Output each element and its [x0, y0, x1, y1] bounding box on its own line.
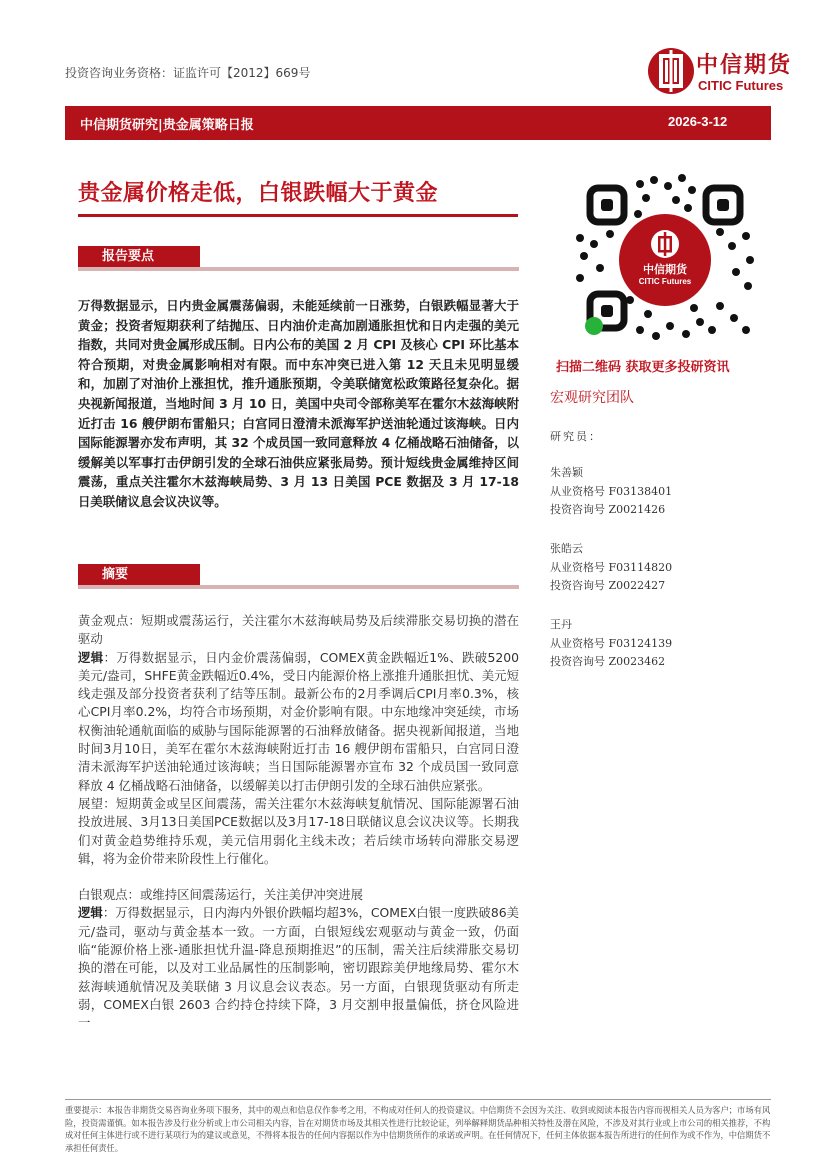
analyst-card — [550, 464, 770, 520]
gold-outlook: 展望：短期黄金或呈区间震荡，需关注霍尔木兹海峡复航情况、国际能源署石油投放进展、3月13日美国PCE数据以及3月17-18日联储议息会议决议等。长期我们对黄金趋势维持乐观，美元信用弱化主线未改；若后续市场转向滞胀交易逻辑，将为金价带来阶段性上行催化。 — [78, 795, 519, 866]
analyst-name: 王丹 — [550, 618, 572, 631]
summary-body — [78, 612, 519, 1033]
report-series: 中信期货研究|贵金属策略日报 — [80, 118, 254, 133]
silver-logic: ：万得数据显示，日内海内外银价跌幅均超3%，COMEX白银一度跌破86美元/盎司，驱动与黄金基本一致。一方面，白银短线宏观驱动与黄金一致，仍面临“能源价格上涨-通胀担忧升温-降息预期推迟”的压制，需关注后续滞胀交易切换的潜在可能，以及对工业品属性的压制影响，密切跟踪美伊地缘局势、霍尔木兹海峡通航情况及美联储 3 月议息会议表态。另一方面，白银现货驱动有所走弱，COMEX白银 2603 合约持仓持续下降，3 月交割申报量偏低，挤仓风险进一 — [78, 905, 520, 1031]
report-date: 2026-3-12 — [668, 114, 728, 129]
analyst-advisory: 投资咨询号 Z0022427 — [550, 579, 666, 592]
analyst-name: 张皓云 — [550, 542, 583, 555]
footer-divider — [65, 1099, 771, 1100]
analyst-card — [550, 616, 770, 672]
section-divider — [78, 585, 519, 589]
qr-brand-en: CITIC Futures — [638, 277, 692, 286]
gold-logic: ：万得数据显示，日内金价震荡偏弱，COMEX黄金跌幅近1%、跌破5200美元/盎司，SHFE黄金跌幅近0.4%，受日内能源价格上涨推升通胀担忧、美元短线走强及部分投资者获利了结等压制。最新公布的2月季调后CPI月率0.3%，核心CPI月率0.2%，均符合市场预期，对金价影响有限。中东地缘冲突延续，市场权衡油轮通航面临的威胁与国际能源署的石油释放储备。据央视新闻报道，当地时间3月10日，美军在霍尔木兹海峡附近打击 16 艘伊朗布雷船只，白宫同日澄清未派海军护送油轮通过该海峡；当日国际能源署亦宣布 32 个成员国一致同意释放 4 亿桶战略石油储备，以缓解美以打击伊朗引发的全球石油供应紧张。 — [78, 649, 520, 793]
analyst-name: 朱善颖 — [550, 466, 583, 479]
gold-logic-paragraph — [78, 649, 519, 795]
section-divider — [78, 267, 519, 271]
team-name: 宏观研究团队 — [550, 390, 634, 406]
logic-label: 逻辑 — [78, 905, 103, 921]
silver-logic-paragraph — [78, 904, 519, 1032]
key-points-text: 万得数据显示，日内贵金属震荡偏弱，未能延续前一日涨势，白银跌幅显著大于黄金；投资者短期获利了结抛压、日内油价走高加剧通胀担忧和日内走强的美元指数，共同对贵金属形成压制。日内公布的美国 2 月 CPI 及核心 CPI 环比基本符合预期，对贵金属影响相对有限。而中东冲突已进入第 12 天且未见明显缓和，加剧了对油价上涨担忧，推升通胀预期，令美联储宽松政策路径复杂化。据央视新闻报道，当地时间 3 月 10 日，美国中央司令部称美军在霍尔木兹海峡附近打击 16 艘伊朗布雷船只；白宫同日澄清未派海军护送油轮通过该海峡。日内国际能源署亦发布声明，其 32 个成员国一致同意释放 4 亿桶战略石油储备，以缓解美以军事打击伊朗引发的全球石油供应紧张局势。预计短线贵金属维持区间震荡，重点关注霍尔木兹海峡局势、3 月 13 日美国 PCE 数据及 3 月 17-18 日美联储议息会议决议等。 — [78, 298, 519, 509]
analyst-card — [550, 540, 770, 596]
qr-code — [570, 170, 760, 346]
brand-name-cn: 中信期货 — [696, 53, 793, 78]
qr-brand-cn: 中信期货 — [643, 263, 687, 276]
analyst-license: 从业资格号 F03124139 — [550, 636, 673, 650]
silver-view: 白银观点：或维持区间震荡运行，关注美伊冲突进展 — [78, 887, 363, 903]
qualification-text: 投资咨询业务资格：证监许可【2012】669号 — [65, 66, 311, 80]
citic-logo-icon — [646, 44, 696, 98]
title-underline — [78, 214, 518, 217]
analyst-advisory: 投资咨询号 Z0023462 — [550, 655, 666, 668]
researcher-label: 研究员： — [550, 430, 602, 443]
analyst-advisory: 投资咨询号 Z0021426 — [550, 503, 666, 516]
analyst-license: 从业资格号 F03138401 — [550, 484, 673, 498]
brand-name-en: CITIC Futures — [698, 78, 784, 93]
disclaimer: 重要提示：本报告非期货交易咨询业务项下服务，其中的观点和信息仅作参考之用，不构成对任何人的投资建议。中信期货不会因为关注、收到或阅读本报告内容而视相关人员为客户；市场有风险，投资需谨慎。如本报告涉及行业分析或上市公司相关内容，旨在对期货市场及其相关性进行比较论证，列举解释期货品种相关特性及潜在风险，不涉及对其行业或上市公司的相关推荐，不构成对任何主体进行或不进行某项行为的建议或意见，不得将本报告的任何内容据以作为中信期货所作的承诺或声明。在任何情况下，任何主体依据本报告所进行的任何作为或不作为，中信期货不承担任何责任。 — [65, 1105, 771, 1153]
logic-label: 逻辑 — [78, 649, 104, 665]
page-title: 贵金属价格走低，白银跌幅大于黄金 — [78, 181, 439, 206]
qr-code-icon — [570, 170, 760, 346]
section-tag-key-points: 报告要点 — [78, 246, 200, 267]
qr-caption: 扫描二维码 获取更多投研资讯 — [556, 360, 730, 375]
section-tag-summary: 摘要 — [78, 564, 200, 585]
gold-view: 黄金观点：短期或震荡运行，关注霍尔木兹海峡局势及后续滞胀交易切换的潜在驱动 — [78, 613, 519, 647]
analyst-license: 从业资格号 F03114820 — [550, 560, 673, 574]
